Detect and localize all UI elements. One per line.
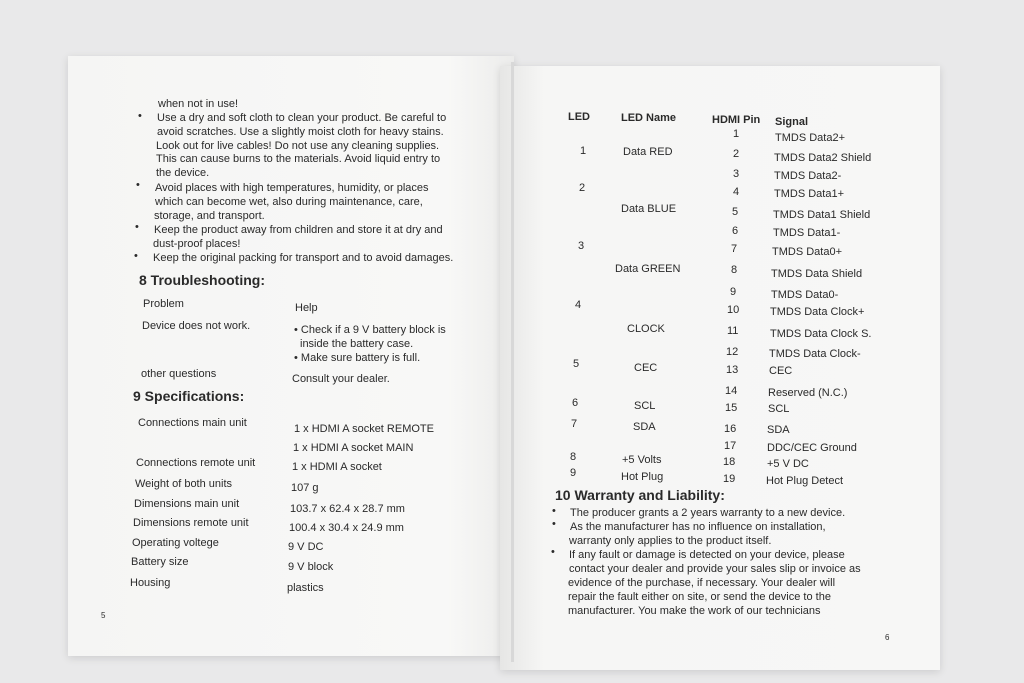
col-header-signal: Signal: [775, 116, 809, 128]
col-header-led-name: LED Name: [621, 112, 677, 124]
page-number-left: 5: [101, 611, 106, 620]
warranty-line: If any fault or damage is detected on your device, please: [569, 549, 845, 561]
care-line: avoid scratches. Use a slightly moist cloth for heavy stains.: [157, 126, 444, 138]
spec-value: plastics: [287, 582, 324, 594]
led-number: 1: [580, 145, 587, 157]
pin-number: 9: [730, 286, 737, 298]
care-line: Use a dry and soft cloth to clean your product. Be careful to: [157, 112, 447, 124]
warranty-line: repair the fault either on site, or send the device to the: [568, 591, 831, 603]
pin-signal: Reserved (N.C.): [768, 387, 848, 399]
led-name: SDA: [633, 421, 656, 433]
care-line: the device.: [156, 167, 210, 179]
led-name: +5 Volts: [622, 454, 662, 466]
spec-value: 9 V block: [288, 561, 334, 573]
pin-number: 5: [732, 206, 739, 218]
trouble-problem: other questions: [141, 368, 217, 380]
led-name: Hot Plug: [621, 471, 664, 483]
care-line: storage, and transport.: [154, 210, 265, 222]
pin-number: 14: [725, 385, 738, 397]
led-number: 9: [570, 467, 577, 479]
care-line: when not in use!: [158, 98, 239, 110]
spec-value: 9 V DC: [288, 541, 324, 553]
pin-number: 1: [733, 128, 740, 140]
warranty-heading: 10 Warranty and Liability:: [555, 487, 725, 503]
pin-number: 10: [727, 304, 740, 316]
pin-signal: TMDS Data1+: [774, 188, 844, 200]
pin-number: 4: [733, 186, 740, 198]
pin-signal: TMDS Data0-: [771, 289, 839, 301]
led-name: CLOCK: [627, 323, 665, 335]
spec-value: 100.4 x 30.4 x 24.9 mm: [289, 522, 404, 534]
pin-number: 17: [724, 440, 737, 452]
care-line: Keep the original packing for transport and to avoid damages.: [153, 252, 454, 264]
led-number: 3: [578, 240, 585, 252]
pin-signal: SDA: [767, 424, 790, 436]
led-number: 4: [575, 299, 582, 311]
trouble-help: inside the battery case.: [300, 338, 414, 350]
pin-number: 2: [733, 148, 740, 160]
spec-value: 1 x HDMI A socket MAIN: [293, 442, 414, 454]
pin-signal: CEC: [769, 365, 793, 377]
bullet-dot: •: [552, 505, 556, 517]
trouble-help: Consult your dealer.: [292, 373, 390, 385]
led-name: SCL: [634, 400, 656, 412]
pin-number: 19: [723, 473, 736, 485]
trouble-col-problem: Problem: [143, 298, 184, 310]
col-header-led: LED: [568, 111, 590, 123]
led-name: Data BLUE: [621, 203, 677, 215]
care-line: Keep the product away from children and store it at dry and: [154, 224, 443, 236]
page-number-right: 6: [885, 633, 890, 642]
specifications-heading: 9 Specifications:: [133, 388, 245, 404]
pin-number: 6: [732, 225, 739, 237]
spec-label: Weight of both units: [135, 478, 233, 490]
pin-signal: TMDS Data2+: [775, 132, 845, 144]
troubleshooting-heading: 8 Troubleshooting:: [139, 272, 265, 288]
pin-signal: TMDS Data Clock S.: [770, 328, 872, 340]
spec-value: 1 x HDMI A socket: [292, 461, 382, 473]
led-number: 5: [573, 358, 580, 370]
warranty-line: warranty only applies to the product itself.: [569, 535, 772, 547]
led-number: 7: [571, 418, 578, 430]
pin-number: 7: [731, 243, 738, 255]
care-line: Avoid places with high temperatures, humidity, or places: [155, 182, 429, 194]
spec-label: Dimensions remote unit: [133, 517, 249, 529]
warranty-line: contact your dealer and provide your sales slip or invoice as: [569, 563, 861, 575]
pin-signal: TMDS Data Clock-: [769, 348, 861, 360]
pin-number: 13: [726, 364, 739, 376]
trouble-help: • Check if a 9 V battery block is: [294, 324, 446, 336]
pin-signal: TMDS Data Clock+: [770, 306, 865, 318]
pin-number: 15: [725, 402, 738, 414]
pin-signal: TMDS Data0+: [772, 246, 842, 258]
pin-number: 18: [723, 456, 736, 468]
col-header-hdmi-pin: HDMI Pin: [712, 114, 761, 126]
care-line: which can become wet, also during maintenance, care,: [155, 196, 423, 208]
pin-number: 3: [733, 168, 740, 180]
trouble-help: • Make sure battery is full.: [294, 352, 421, 364]
spec-label: Dimensions main unit: [134, 498, 240, 510]
pin-signal: SCL: [768, 403, 790, 415]
trouble-problem: Device does not work.: [142, 320, 251, 332]
bullet-dot: •: [138, 110, 142, 122]
bullet-dot: •: [552, 518, 556, 530]
care-line: dust-proof places!: [153, 238, 241, 250]
led-name: CEC: [634, 362, 658, 374]
pin-number: 12: [726, 346, 739, 358]
pin-signal: TMDS Data1 Shield: [773, 209, 871, 221]
warranty-line: As the manufacturer has no influence on installation,: [570, 521, 826, 533]
pin-signal: TMDS Data2-: [774, 170, 842, 182]
spec-label: Connections main unit: [138, 417, 247, 429]
care-line: Look out for live cables! Do not use any cleaning supplies.: [156, 140, 440, 152]
led-name: Data RED: [623, 146, 673, 158]
bullet-dot: •: [551, 546, 555, 558]
book-spine: [511, 62, 514, 662]
warranty-line: The producer grants a 2 years warranty to a new device.: [570, 507, 846, 519]
led-number: 2: [579, 182, 586, 194]
led-number: 8: [570, 451, 577, 463]
bullet-dot: •: [136, 179, 140, 191]
spec-value: 1 x HDMI A socket REMOTE: [294, 423, 434, 435]
care-line: This can cause burns to the materials. Avoid liquid entry to: [156, 153, 441, 165]
led-number: 6: [572, 397, 579, 409]
warranty-line: manufacturer. You make the work of our technicians: [568, 605, 821, 617]
spec-label: Connections remote unit: [136, 457, 256, 469]
pin-signal: DDC/CEC Ground: [767, 442, 857, 454]
pin-signal: TMDS Data2 Shield: [774, 152, 872, 164]
spec-value: 103.7 x 62.4 x 28.7 mm: [290, 503, 405, 515]
spec-label: Housing: [130, 577, 171, 589]
warranty-line: evidence of the purchase, if necessary. Your dealer will: [568, 577, 836, 589]
pin-signal: Hot Plug Detect: [766, 475, 844, 487]
led-name: Data GREEN: [615, 263, 681, 275]
pin-signal: TMDS Data1-: [773, 227, 841, 239]
spec-value: 107 g: [291, 482, 319, 494]
pin-number: 11: [727, 325, 739, 337]
pin-number: 8: [731, 264, 738, 276]
spec-label: Operating voltege: [132, 537, 219, 549]
trouble-col-help: Help: [295, 302, 318, 314]
spec-label: Battery size: [131, 556, 189, 568]
pin-signal: TMDS Data Shield: [771, 268, 863, 280]
bullet-dot: •: [134, 250, 138, 262]
pin-signal: +5 V DC: [767, 458, 809, 470]
pin-number: 16: [724, 423, 737, 435]
bullet-dot: •: [135, 221, 139, 233]
